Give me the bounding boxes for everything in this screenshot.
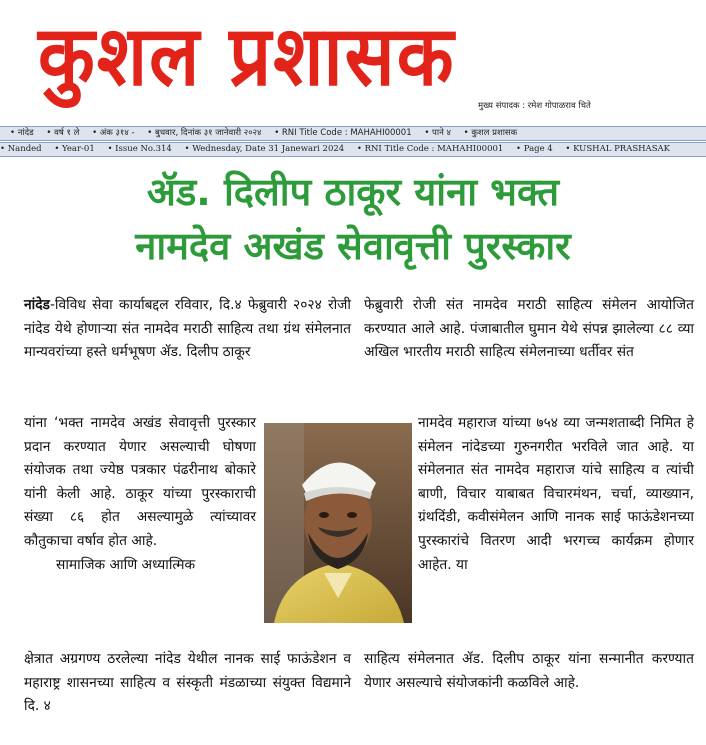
strip-item: • पाने ४ <box>424 128 451 138</box>
article-paragraph: सामाजिक आणि अध्यात्मिक <box>56 556 196 573</box>
article-column-right-wrap <box>418 412 694 577</box>
strip-item: • नांदेड <box>10 128 34 138</box>
strip-item: • Nanded <box>0 144 42 154</box>
dateline: नांदेड <box>24 297 50 313</box>
article-paragraph: फेब्रुवारी रोजी संत नामदेव मराठी साहित्य संमेलन आयोजित करण्यात आले आहे. पंजाबातील घुमान येथे संपन्न झालेल्या ८८ व्या अखिल भारतीय मराठी साहित्य संमेलनाच्या धर्तीवर संत <box>364 297 694 361</box>
article-paragraph: नांदेड-विविध सेवा कार्याबद्दल रविवार, दि.४ फेब्रुवारी २०२४ रोजी नांदेड येथे होणाऱ्या संत नामदेव मराठी साहित्य तथा ग्रंथ संमेलनात मान्यवरांच्या हस्ते धर्मभूषण ॲड. दिलीप ठाकूर <box>24 297 351 361</box>
article-column-left-bottom <box>24 648 351 719</box>
article-paragraph: साहित्य संमेलनात ॲड. दिलीप ठाकूर यांना सन्मानीत करण्यात येणार असल्याचे संयोजकांनी कळविले आहे. <box>364 651 694 691</box>
article-paragraph: क्षेत्रात अग्रगण्य ठरलेल्या नांदेड येथील नानक साई फाऊंडेशन व महाराष्ट्र शासनच्या साहित्य व संस्कृती मंडळाच्या संयुक्त विद्यमाने दि. ४ <box>24 651 351 715</box>
chief-editor-line: मुख्य संपादक : रमेश गोपाळराव चिते <box>478 101 591 111</box>
strip-item: • Page 4 <box>516 144 553 154</box>
strip-item: • कुशल प्रशासक <box>463 128 518 138</box>
strip-item: • वर्ष १ ले <box>46 128 80 138</box>
strip-item: • अंक ३१४ - <box>92 128 135 138</box>
article-column-right-bottom <box>364 648 694 695</box>
strip-item: • RNI Title Code : MAHAHI00001 <box>274 128 412 138</box>
strip-item: • Year-01 <box>54 144 95 154</box>
masthead <box>0 0 706 124</box>
headline-line-2: नामदेव अखंड सेवावृत्ती पुरस्कार <box>135 224 571 268</box>
issue-strip-english <box>0 142 706 157</box>
strip-item: • KUSHAL PRASHASAK <box>565 144 671 154</box>
issue-strip-marathi <box>0 126 706 141</box>
article-paragraph: यांना ‘भक्त नामदेव अखंड सेवावृत्ती पुरस्कार प्रदान करण्यात येणार असल्याची घोषणा संयोजक तथा ज्येष्ठ पत्रकार पंढरीनाथ बोकारे यांनी केली आहे. ठाकूर यांच्या पुरस्काराची संख्या ८६ होत असल्यामुळे त्यांच्यावर कौतुकाचा वर्षाव होत आहे. <box>24 415 256 549</box>
strip-item: • बुधवार, दिनांक ३१ जानेवारी २०२४ <box>147 128 262 138</box>
strip-item: • Issue No.314 <box>107 144 172 154</box>
strip-item: • Wednesday, Date 31 Janewari 2024 <box>184 144 345 154</box>
article-column-right <box>364 294 694 365</box>
newspaper-title: कुशल प्रशासक <box>38 8 456 105</box>
headline-line-1: ॲड. दिलीप ठाकूर यांना भक्त <box>146 170 560 214</box>
portrait-photo <box>264 423 412 623</box>
portrait-illustration <box>264 423 412 623</box>
strip-item: • RNI Title Code : MAHAHI00001 <box>356 144 504 154</box>
article-paragraph: नामदेव महाराज यांच्या ७५४ व्या जन्मशताब्दी निमित हे संमेलन नांदेडच्या गुरुनगरीत भरविले जात आहे. या संमेलनात संत नामदेव महाराज यांचे साहित्य व त्यांची बाणी, विचार याबाबत विचारमंथन, चर्चा, व्याख्यान, ग्रंथदिंडी, कवीसंमेलन आणि नानक साई फाऊंडेशनच्या पुरस्कारांचे वितरण आदी भरगच्च कार्यक्रम होणार आहेत. या <box>418 415 694 573</box>
article-column-left-wrap <box>24 412 256 577</box>
article-column-left <box>24 294 351 365</box>
